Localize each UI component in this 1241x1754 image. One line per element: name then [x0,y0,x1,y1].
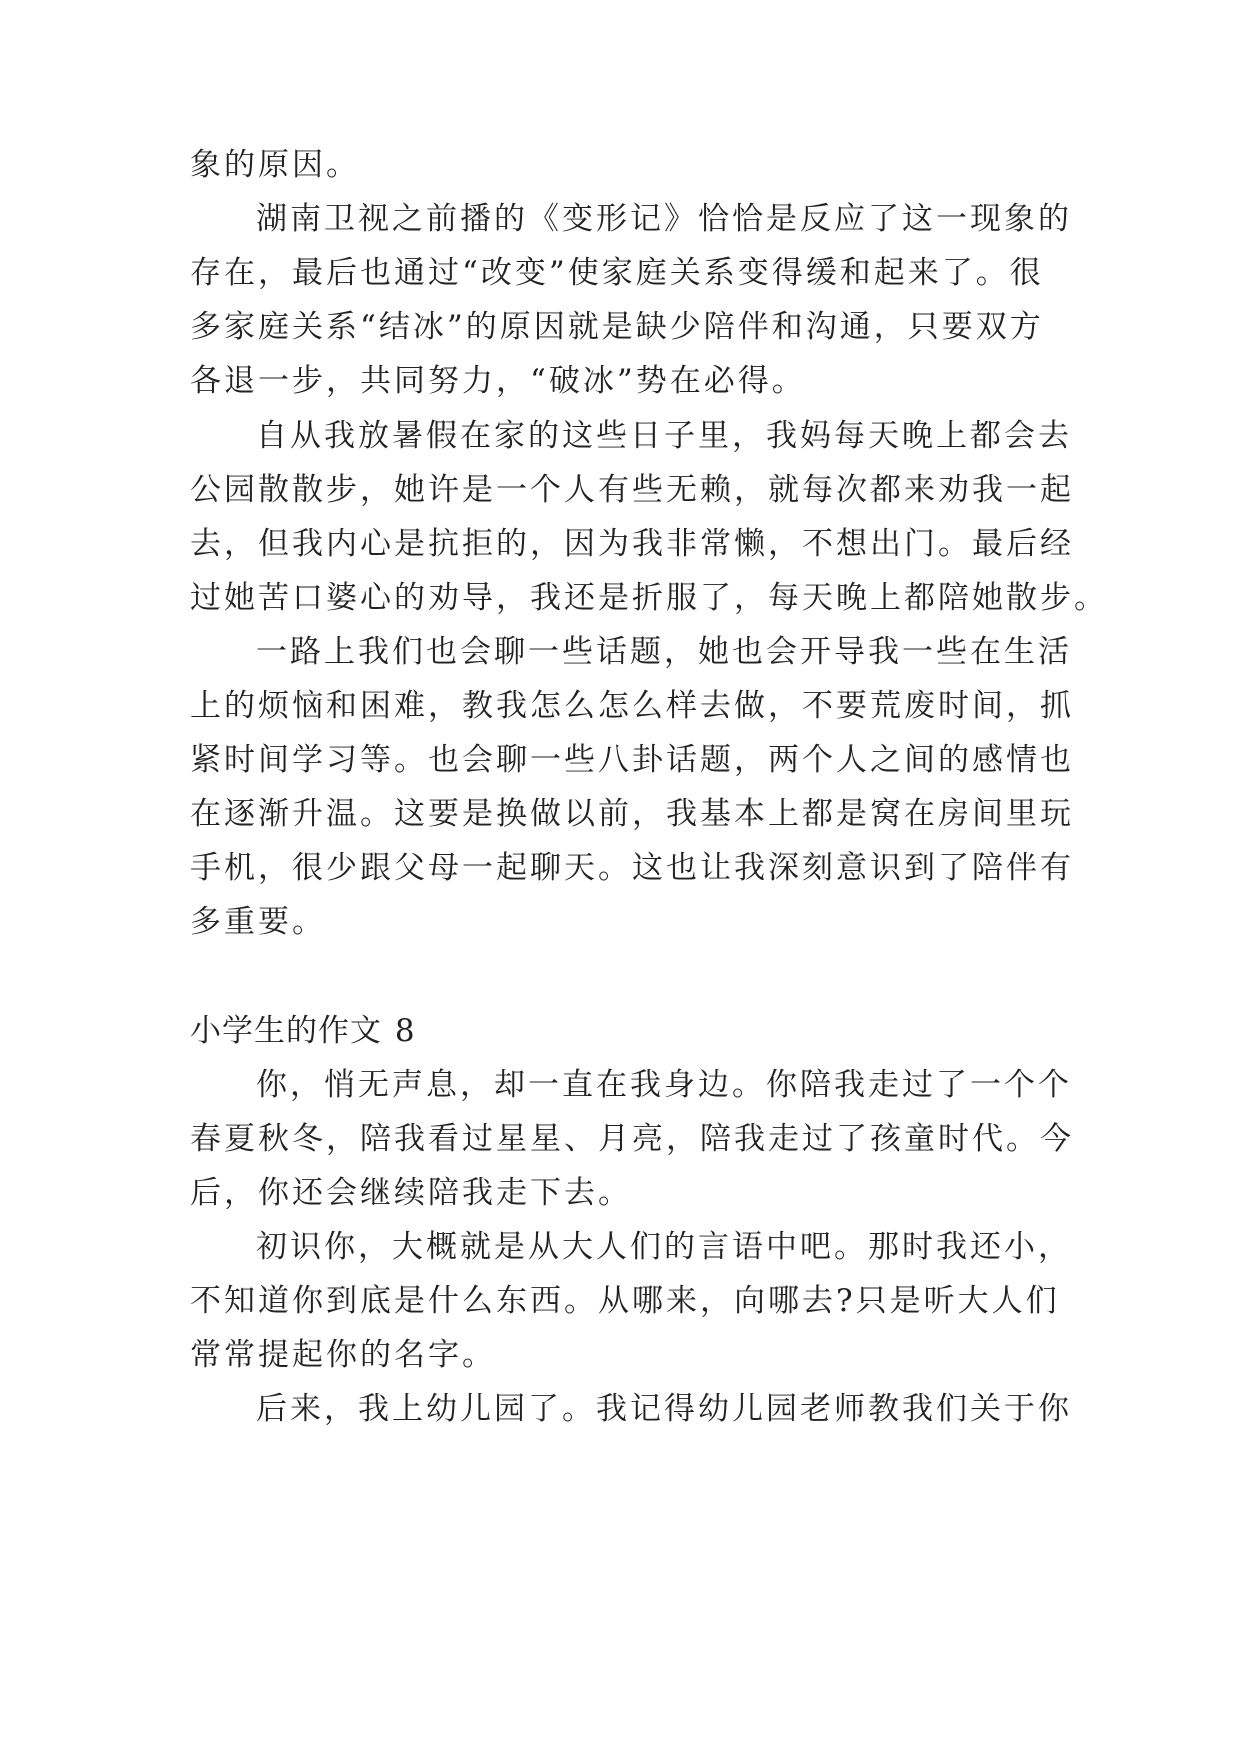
text-line: 在逐渐升温。这要是换做以前，我基本上都是窝在房间里玩 [190,796,1074,832]
text-line: 存在，最后也通过“改变”使家庭关系变得缓和起来了。很 [190,255,1044,291]
paragraph-start: 自从我放暑假在家的这些日子里，我妈每天晚上都会去 [256,418,1072,454]
text-line: 多家庭关系“结冰”的原因就是缺少陪伴和沟通，只要双方 [190,309,1044,345]
paragraph-start: 湖南卫视之前播的《变形记》恰恰是反应了这一现象的 [256,201,1072,237]
paragraph-start: 你，悄无声息，却一直在我身边。你陪我走过了一个个 [256,1067,1072,1103]
text-line: 手机，很少跟父母一起聊天。这也让我深刻意识到了陪伴有 [190,850,1074,886]
paragraph-start: 初识你，大概就是从大人们的言语中吧。那时我还小， [256,1229,1072,1265]
text-line: 后，你还会继续陪我走下去。 [190,1175,632,1211]
text-line: 上的烦恼和困难，教我怎么怎么样去做，不要荒废时间，抓 [190,688,1074,724]
paragraph-start: 一路上我们也会聊一些话题，她也会开导我一些在生活 [256,634,1072,670]
text-line: 象的原因。 [190,147,360,183]
text-line: 不知道你到底是什么东西。从哪来，向哪去?只是听大人们 [190,1283,1060,1319]
text-line: 春夏秋冬，陪我看过星星、月亮，陪我走过了孩童时代。今 [190,1121,1074,1157]
text-line: 去，但我内心是抗拒的，因为我非常懒，不想出门。最后经 [190,526,1074,562]
section-title: 小学生的作文 8 [190,1013,416,1049]
text-line: 公园散散步，她许是一个人有些无赖，就每次都来劝我一起 [190,472,1074,508]
text-line: 过她苦口婆心的劝导，我还是折服了，每天晚上都陪她散步。 [190,580,1108,616]
text-line: 紧时间学习等。也会聊一些八卦话题，两个人之间的感情也 [190,742,1074,778]
text-line: 各退一步，共同努力，“破冰”势在必得。 [190,363,806,399]
text-line: 常常提起你的名字。 [190,1337,496,1373]
text-line: 多重要。 [190,904,326,940]
paragraph-start: 后来，我上幼儿园了。我记得幼儿园老师教我们关于你 [256,1391,1072,1427]
